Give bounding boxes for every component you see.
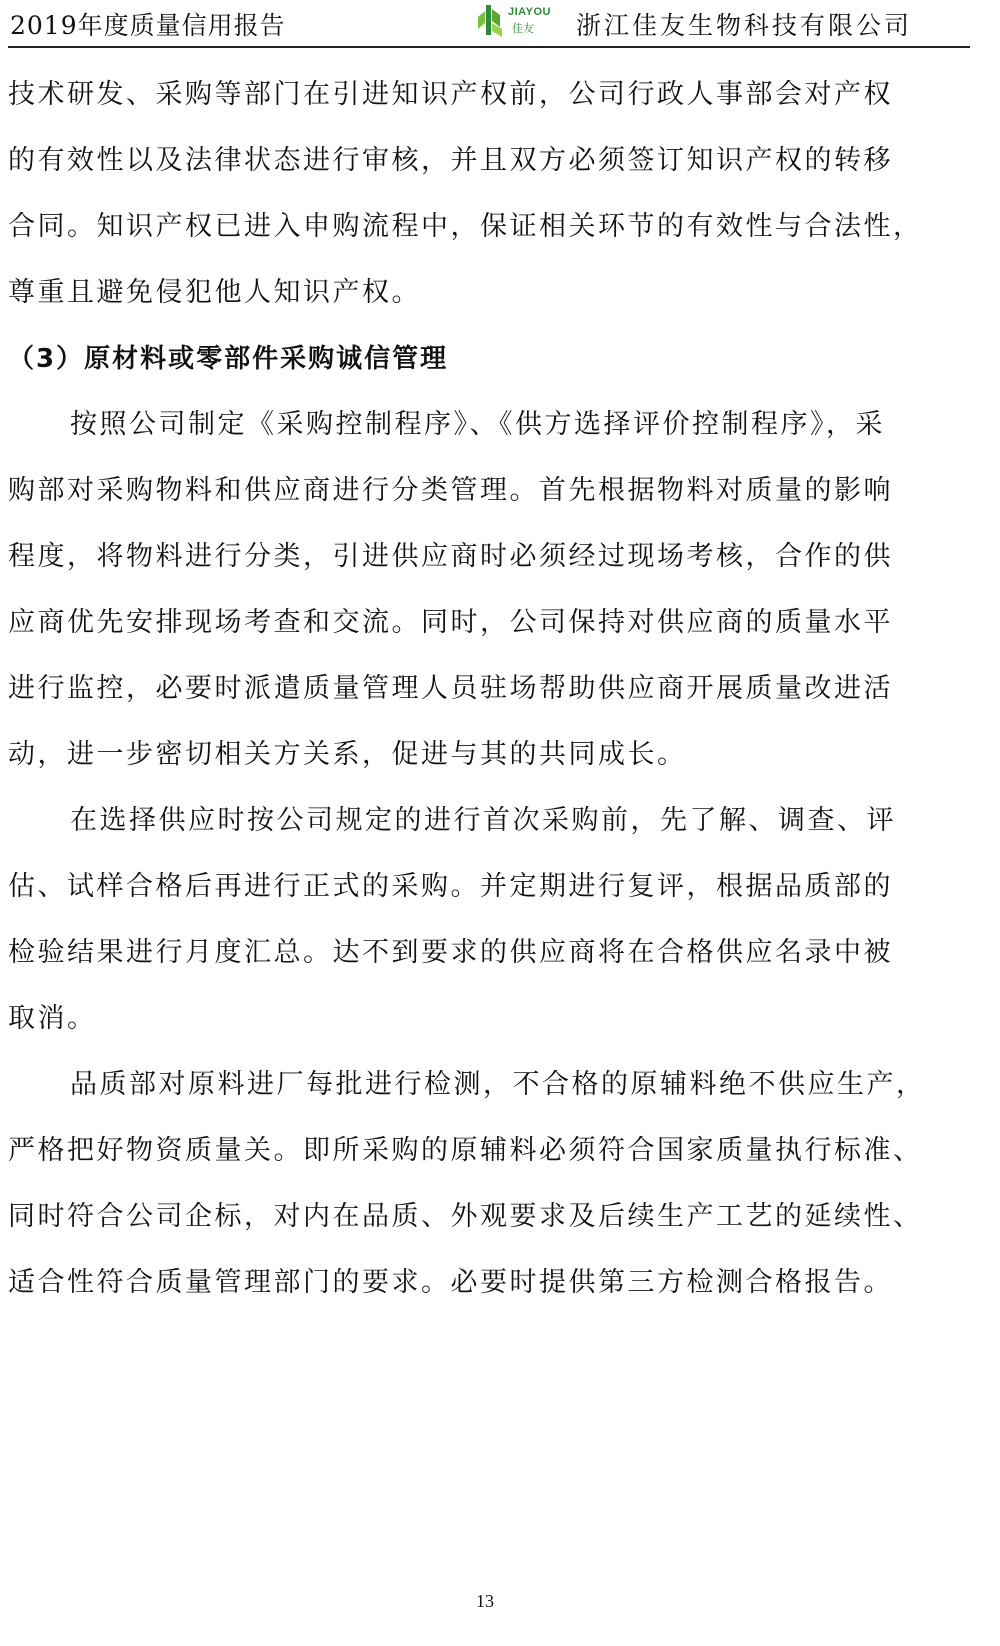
section-heading: （3）原材料或零部件采购诚信管理 (8, 344, 449, 374)
page-header (8, 0, 970, 48)
company-logo (476, 3, 551, 39)
text-line: 合同。知识产权已进入申购流程中，保证相关环节的有效性与合法性， (8, 211, 923, 242)
text-line: 动，进一步密切相关方关系，促进与其的共同成长。 (8, 739, 687, 770)
text-line: 的有效性以及法律状态进行审核，并且双方必须签订知识产权的转移 (8, 145, 893, 176)
logo-text-en: JIAYOU (508, 6, 551, 18)
text-line: 检验结果进行月度汇总。达不到要求的供应商将在合格供应名录中被 (8, 937, 893, 968)
paragraph-start: 按照公司制定《采购控制程序》、《供方选择评价控制程序》，采 (70, 409, 885, 440)
text-line: 严格把好物资质量关。即所采购的原辅料必须符合国家质量执行标准、 (8, 1135, 923, 1166)
text-line: 购部对采购物料和供应商进行分类管理。首先根据物料对质量的影响 (8, 475, 893, 506)
text-line: 取消。 (8, 1003, 97, 1034)
report-title: 2019年度质量信用报告 (10, 11, 286, 40)
leaf-logo-icon (476, 3, 508, 39)
text-line: 进行监控，必要时派遣质量管理人员驻场帮助供应商开展质量改进活 (8, 673, 893, 704)
text-line: 估、试样合格后再进行正式的采购。并定期进行复评，根据品质部的 (8, 871, 893, 902)
text-line: 同时符合公司企标，对内在品质、外观要求及后续生产工艺的延续性、 (8, 1201, 923, 1232)
text-line: 尊重且避免侵犯他人知识产权。 (8, 277, 421, 308)
document-body (8, 62, 970, 1316)
logo-text-cn: 佳友 (512, 22, 534, 35)
text-line: 适合性符合质量管理部门的要求。必要时提供第三方检测合格报告。 (8, 1267, 893, 1298)
text-line: 技术研发、采购等部门在引进知识产权前，公司行政人事部会对产权 (8, 79, 893, 110)
page-number: 13 (476, 1591, 494, 1611)
paragraph-start: 在选择供应时按公司规定的进行首次采购前，先了解、调查、评 (70, 805, 896, 836)
text-line: 应商优先安排现场考查和交流。同时，公司保持对供应商的质量水平 (8, 607, 893, 638)
company-name: 浙江佳友生物科技有限公司 (576, 11, 913, 40)
text-line: 程度，将物料进行分类，引进供应商时必须经过现场考核，合作的供 (8, 541, 893, 572)
paragraph-start: 品质部对原料进厂每批进行检测，不合格的原辅料绝不供应生产， (70, 1069, 926, 1100)
